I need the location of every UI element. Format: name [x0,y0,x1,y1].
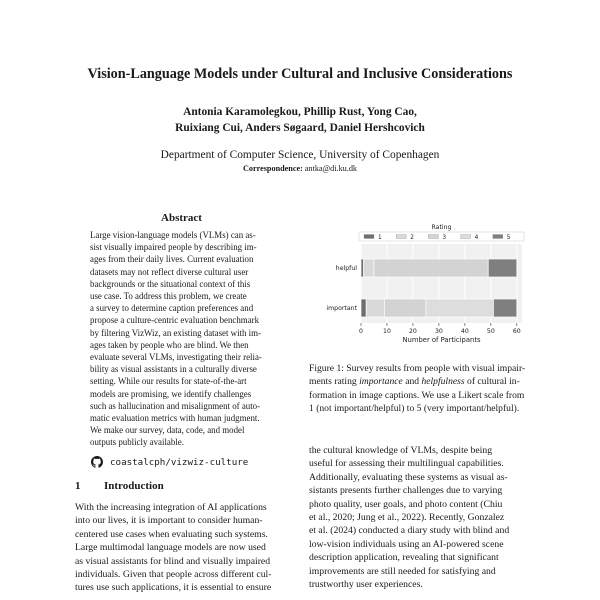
authors-line-2: Ruixiang Cui, Anders Søgaard, Daniel Hershcovich [175,122,425,134]
repo-name[interactable]: coastalcph/vizwiz-culture [110,456,249,468]
authors-line-1: Antonia Karamolegkou, Phillip Rust, Yong Cao, [183,106,417,118]
repo-link[interactable] [91,456,248,468]
abstract-line: by filtering VizWiz, an existing dataset with im- [90,327,261,338]
abstract-line: such as hallucination and misalignment of auto- [90,400,261,411]
abstract-line: sist visually impaired people by describing im- [90,242,257,253]
x-tick-label: 60 [512,328,521,335]
abstract-line: Large vision-language models (VLMs) can as- [90,230,256,240]
category-label: helpful [335,265,357,272]
abstract-line: bility as visual assistants in a culturally diverse [90,364,257,375]
x-tick-label: 40 [460,328,469,335]
legend-label: 2 [410,235,414,241]
bar-segment [364,259,374,277]
intro-line: Large multimodal language models are now used [75,542,266,554]
section-title: Introduction [104,480,164,492]
bar-segment [366,299,384,317]
legend-title: Rating [431,224,452,231]
correspondence-label: Correspondence: [242,164,303,173]
abstract-line: backgrounds or the situational context of this [90,278,251,289]
legend-swatch [428,235,438,239]
intro-line: into our lives, it is important to consider human- [75,515,263,527]
legend-swatch [364,235,374,239]
legend-swatch [461,235,471,239]
legend-swatch [396,235,406,239]
abstract-line: datasets may not reflect diverse cultural user [90,266,249,277]
bar-segment [384,299,426,317]
bar-segment [361,259,364,277]
legend-label: 5 [506,235,511,241]
bar-segment [493,299,516,317]
abstract-line: outputs publicly available. [90,437,184,448]
bar-segment [488,259,517,277]
abstract-line: propose a culture-centric evaluation benchmark [90,315,260,326]
body-line: Additionally, evaluating these systems as visual as- [309,471,508,483]
abstract-line: We make our survey, data, code, and model [90,425,245,436]
section-heading [75,480,164,492]
intro-body [75,501,305,595]
intro-line: individuals. Given that people across different cul- [75,569,272,581]
abstract-line: matic evaluation metrics with human judgment. [90,413,260,424]
body-line: et al., 2020; Jung et al., 2022). Recently, Gonzalez [309,512,505,524]
x-tick-label: 30 [434,328,443,335]
body-line: improvements are still needed for satisfying and [309,565,496,577]
x-tick-label: 50 [486,328,495,335]
intro-line: as visual assistants for blind and visually impaired [75,555,271,567]
body-line: useful for assessing their multilingual capabilities. [309,458,504,470]
caption-line: ments rating importance and helpfulness of cultural in- [309,376,520,388]
body-line: sistants presents further challenges due to varying [309,485,503,497]
stacked-bar-chart [309,218,539,353]
abstract-line: evaluate several VLMs, investigating their relia- [90,352,262,363]
body-line: low-vision individuals using an AI-powered scene [309,538,504,550]
caption-line: Figure 1: Survey results from people with visual impair- [309,363,526,374]
caption-line: 1 (not important/helpful) to 5 (very important/helpful). [309,403,520,415]
correspondence [0,164,600,173]
figure-1-chart [309,218,539,358]
intro-line: With the increasing integration of AI applications [75,502,267,513]
intro-line: centered use cases when evaluating such systems. [75,528,268,540]
bar-segment [361,299,366,317]
abstract-body [90,229,275,449]
figure-caption [309,362,539,416]
body-line: the cultural knowledge of VLMs, despite being [309,445,493,456]
affiliation: Department of Computer Science, University of Copenhagen [160,149,440,161]
legend-label: 3 [442,235,447,241]
author-list [0,104,600,136]
legend-label: 4 [474,235,479,241]
paper-title: Vision-Language Models under Cultural and Inclusive Considerations [87,66,513,82]
column-2-body [309,444,539,591]
category-label: important [326,305,357,312]
x-tick-label: 20 [408,328,417,335]
bar-segment [374,259,488,277]
legend-swatch [493,235,503,239]
intro-line: tures use such applications, it is essential to ensure [75,582,272,594]
body-line: photo quality, user goals, and photo content (Chiu [309,498,503,510]
correspondence-email[interactable]: antka@di.ku.dk [304,164,358,173]
body-line: trustworthy user experiences. [309,579,423,591]
bar-segment [426,299,494,317]
body-line: et al. (2024) conducted a diary study with blind and [309,525,510,537]
abstract-line: use case. To address this problem, we create [90,291,247,302]
github-icon [91,456,103,468]
abstract-line: setting. While our results for state-of-the-art [90,376,247,387]
caption-line: formation in image captions. We use a Likert scale from [309,389,525,401]
abstract-heading: Abstract [161,212,202,224]
abstract-line: ages taken by people who are blind. We then [90,339,249,350]
abstract-line: a survey to determine caption preferences and [90,303,254,314]
legend-label: 1 [378,235,382,241]
x-axis-label: Number of Participants [402,336,481,344]
body-line: description application, revealing that significant [309,552,499,564]
x-tick-label: 10 [383,328,391,335]
section-number: 1 [75,480,81,492]
x-tick-label: 0 [359,328,363,335]
abstract-line: ages from their daily lives. Current evaluation [90,254,254,265]
abstract-line: models are promising, we identify challenges [90,388,252,399]
